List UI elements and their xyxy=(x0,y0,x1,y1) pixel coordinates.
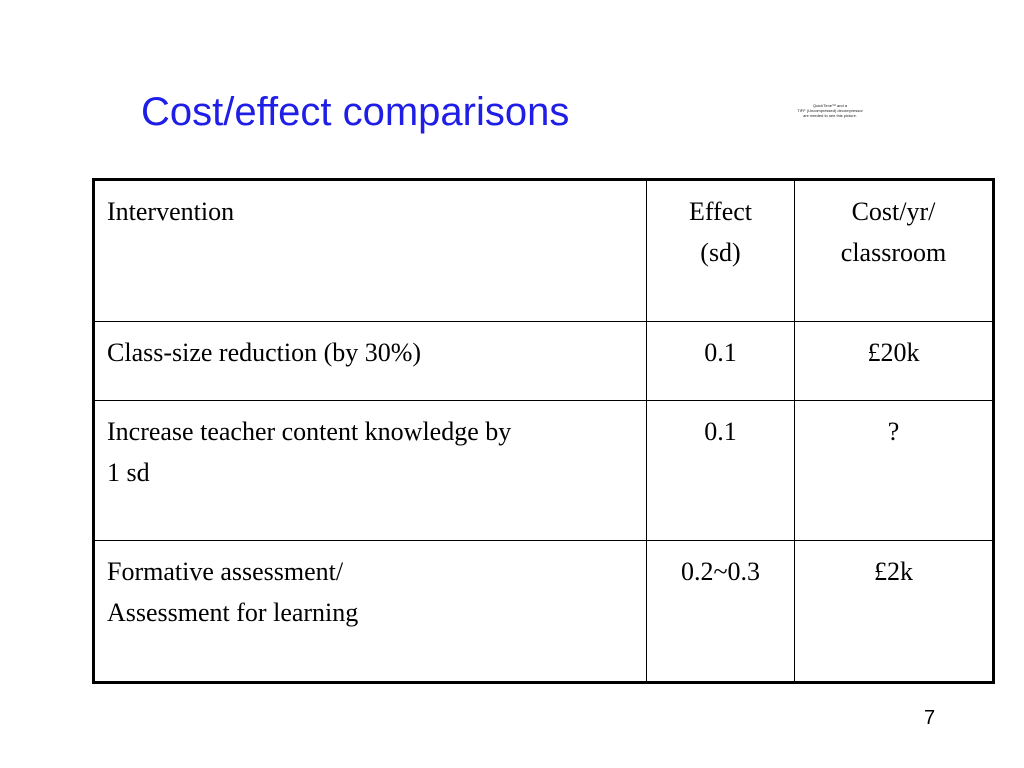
placeholder-line: QuickTime™ and a xyxy=(812,103,848,108)
cost-cell: £20k xyxy=(795,321,994,400)
header-intervention: Intervention xyxy=(94,180,647,322)
intervention-cell xyxy=(94,400,647,540)
intervention-line: Increase teacher content knowledge by xyxy=(107,416,512,446)
intervention-cell xyxy=(94,321,647,400)
header-effect-line: Effect xyxy=(688,197,753,226)
header-effect xyxy=(647,180,795,322)
table-row xyxy=(94,321,994,400)
effect-cell: 0.1 xyxy=(647,321,795,400)
intervention-line: Formative assessment/ xyxy=(107,556,344,586)
page-number: 7 xyxy=(924,707,936,729)
header-cost xyxy=(795,180,994,322)
intervention-line: Class-size reduction (by 30%) xyxy=(107,337,422,367)
missing-image-placeholder xyxy=(778,103,882,118)
table-header-row xyxy=(94,180,994,322)
cost-cell: ? xyxy=(795,400,994,540)
cost-cell: £2k xyxy=(795,540,994,682)
intervention-line: 1 sd xyxy=(107,457,150,487)
effect-cell: 0.2~0.3 xyxy=(647,540,795,682)
slide-title: Cost/effect comparisons xyxy=(141,90,570,134)
effect-cell: 0.1 xyxy=(647,400,795,540)
placeholder-line: are needed to see this picture. xyxy=(803,113,857,118)
comparison-table xyxy=(92,178,995,684)
placeholder-line: TIFF (Uncompressed) decompressor xyxy=(797,108,863,113)
table-row xyxy=(94,540,994,682)
intervention-line: Assessment for learning xyxy=(107,597,359,627)
header-cost-line: classroom xyxy=(840,238,947,267)
intervention-cell xyxy=(94,540,647,682)
header-effect-line: (sd) xyxy=(700,238,741,267)
header-cost-line: Cost/yr/ xyxy=(851,197,936,226)
table-row xyxy=(94,400,994,540)
